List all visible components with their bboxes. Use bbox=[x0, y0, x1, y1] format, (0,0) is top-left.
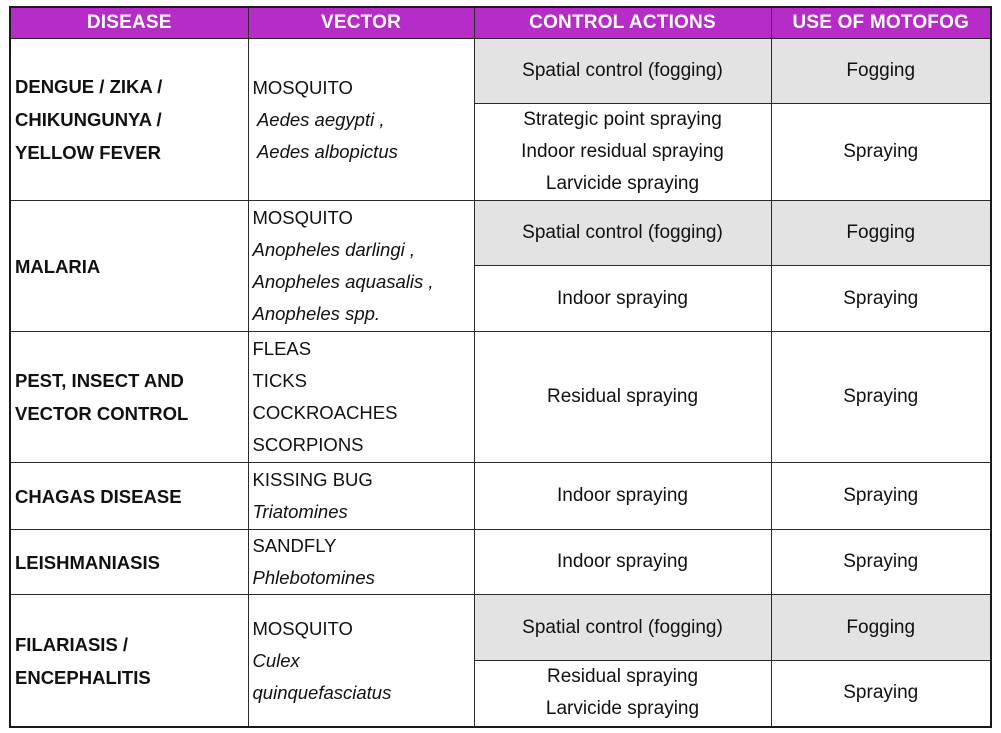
vector-species-name: Aedes albopictus bbox=[252, 140, 398, 162]
disease-name-line: LEISHMANIASIS bbox=[15, 551, 160, 573]
control-action-line: Spatial control (fogging) bbox=[522, 59, 723, 81]
vector-common-name: MOSQUITO bbox=[252, 207, 353, 229]
control-action-cell bbox=[474, 201, 771, 266]
motofog-use-cell: Spraying bbox=[771, 103, 991, 201]
control-action-line: Indoor spraying bbox=[557, 551, 688, 573]
control-action-line: Indoor spraying bbox=[557, 485, 688, 507]
header-vector: VECTOR bbox=[248, 7, 474, 39]
table-row bbox=[10, 332, 991, 463]
motofog-use-cell: Fogging bbox=[771, 201, 991, 266]
vector-species-name: Culex bbox=[252, 649, 300, 671]
vector-species-name: quinquefasciatus bbox=[252, 681, 392, 703]
disease-cell bbox=[10, 529, 248, 595]
disease-name-line: FILARIASIS / bbox=[15, 633, 129, 655]
control-action-cell bbox=[474, 529, 771, 595]
disease-name-line: CHIKUNGUNYA / bbox=[15, 109, 162, 131]
vector-common-name: KISSING BUG bbox=[252, 469, 373, 491]
vector-common-name: SANDFLY bbox=[252, 535, 337, 557]
table-row bbox=[10, 463, 991, 530]
control-action-line: Larvicide spraying bbox=[545, 698, 700, 720]
disease-cell bbox=[10, 201, 248, 332]
disease-name-line: PEST, INSECT AND bbox=[15, 370, 184, 392]
vector-control-table bbox=[9, 6, 992, 728]
vector-common-name: MOSQUITO bbox=[252, 76, 353, 98]
motofog-use-cell: Spraying bbox=[771, 660, 991, 727]
vector-species-name: Anopheles spp. bbox=[252, 303, 381, 325]
control-action-line: Residual spraying bbox=[546, 386, 699, 408]
control-action-cell bbox=[474, 660, 771, 727]
control-action-line: Indoor spraying bbox=[557, 287, 688, 309]
disease-name-line: YELLOW FEVER bbox=[15, 142, 161, 164]
control-action-line: Spatial control (fogging) bbox=[522, 616, 723, 638]
header-disease: DISEASE bbox=[10, 7, 248, 39]
header-control-actions: CONTROL ACTIONS bbox=[474, 7, 771, 39]
control-action-line: Spatial control (fogging) bbox=[522, 222, 723, 244]
control-action-cell bbox=[474, 265, 771, 332]
motofog-use-cell: Spraying bbox=[771, 332, 991, 463]
disease-name-line: VECTOR CONTROL bbox=[15, 403, 189, 425]
vector-common-name: SCORPIONS bbox=[252, 434, 364, 456]
vector-cell bbox=[248, 332, 474, 463]
header-row bbox=[10, 7, 991, 39]
header-use-of-motofog: USE OF MOTOFOG bbox=[771, 7, 991, 39]
control-action-cell bbox=[474, 595, 771, 661]
control-action-cell bbox=[474, 463, 771, 530]
table-row bbox=[10, 39, 991, 104]
control-action-line: Residual spraying bbox=[546, 666, 699, 688]
vector-common-name: COCKROACHES bbox=[252, 402, 398, 424]
vector-species-name: Aedes aegypti , bbox=[252, 108, 385, 130]
motofog-use-cell: Spraying bbox=[771, 265, 991, 332]
table-body bbox=[10, 39, 991, 728]
disease-cell bbox=[10, 39, 248, 201]
vector-common-name: TICKS bbox=[252, 370, 307, 392]
vector-species-name: Triatomines bbox=[252, 501, 348, 523]
vector-species-name: Phlebotomines bbox=[252, 567, 375, 589]
disease-cell bbox=[10, 332, 248, 463]
vector-common-name: FLEAS bbox=[252, 338, 312, 360]
control-action-line: Larvicide spraying bbox=[545, 172, 700, 194]
vector-common-name: MOSQUITO bbox=[252, 617, 353, 639]
vector-cell bbox=[248, 529, 474, 595]
motofog-use-cell: Spraying bbox=[771, 529, 991, 595]
vector-cell bbox=[248, 201, 474, 332]
motofog-use-cell: Spraying bbox=[771, 463, 991, 530]
control-action-cell bbox=[474, 39, 771, 104]
table-row bbox=[10, 595, 991, 661]
table-row bbox=[10, 529, 991, 595]
control-action-line: Indoor residual spraying bbox=[521, 140, 724, 162]
vector-species-name: Anopheles aquasalis , bbox=[252, 271, 434, 293]
disease-cell bbox=[10, 463, 248, 530]
vector-species-name: Anopheles darlingi , bbox=[252, 239, 415, 261]
motofog-use-cell: Fogging bbox=[771, 595, 991, 661]
vector-cell bbox=[248, 463, 474, 530]
disease-name-line: CHAGAS DISEASE bbox=[15, 485, 182, 507]
vector-cell bbox=[248, 39, 474, 201]
disease-name-line: DENGUE / ZIKA / bbox=[15, 76, 163, 98]
vector-cell bbox=[248, 595, 474, 727]
control-action-cell bbox=[474, 332, 771, 463]
control-action-cell bbox=[474, 103, 771, 201]
control-action-line: Strategic point spraying bbox=[523, 108, 722, 130]
disease-name-line: ENCEPHALITIS bbox=[15, 666, 151, 688]
disease-name-line: MALARIA bbox=[15, 255, 101, 277]
table-row bbox=[10, 201, 991, 266]
motofog-use-cell: Fogging bbox=[771, 39, 991, 104]
disease-cell bbox=[10, 595, 248, 727]
